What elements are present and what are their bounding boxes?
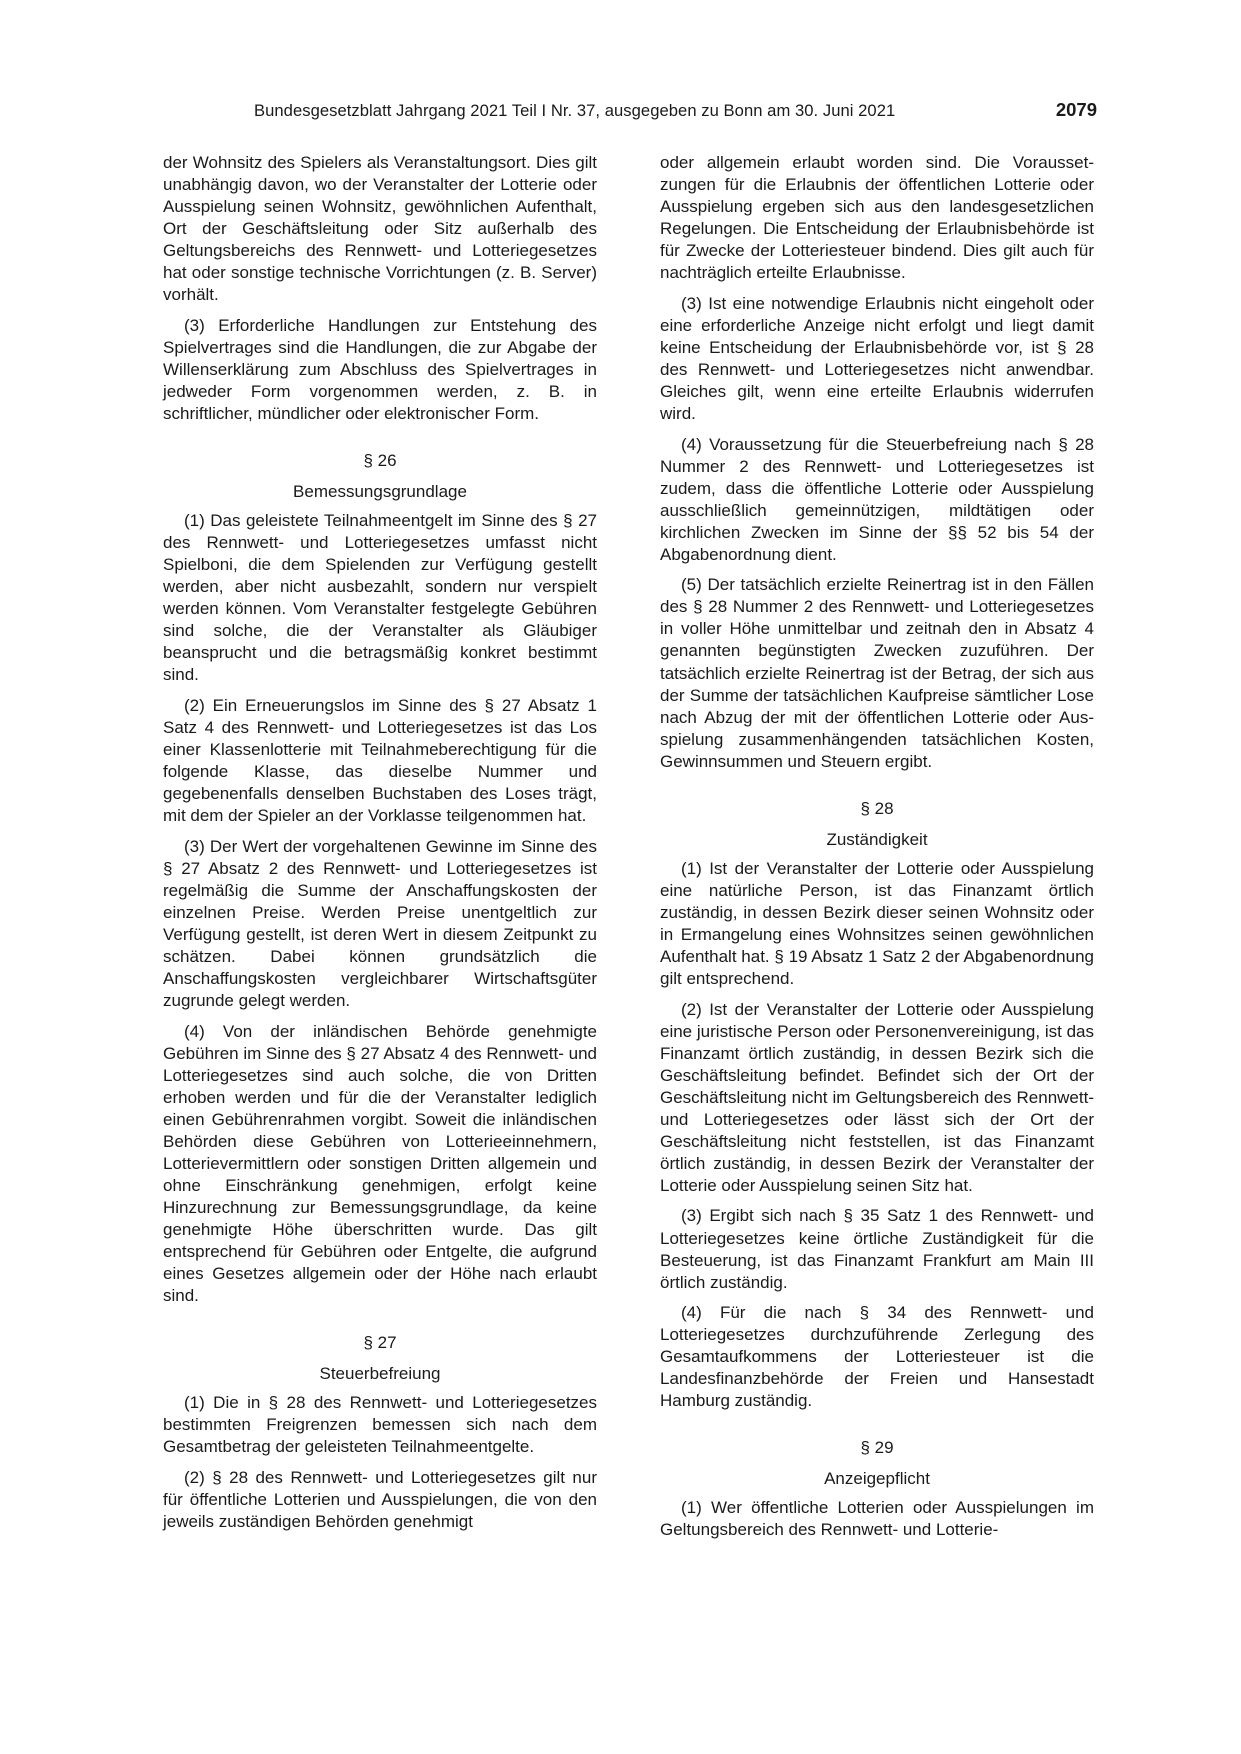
section-title: Zuständigkeit xyxy=(826,829,928,849)
page-number: 2079 xyxy=(1055,99,1097,120)
paragraph: (3) Ergibt sich nach § 35 Satz 1 des Rennwett- und Lotteriegesetzes keine örtliche Zuständigkeit für die Besteuerung, ist das Finanzamt Frankfurt am Main III örtlich zuständig. xyxy=(660,1206,1094,1292)
left-column xyxy=(163,152,597,1541)
continued-paragraph: oder allgemein erlaubt worden sind. Die Voraussetzungen für die Erlaubnis der öffentlichen Lotterie oder Ausspielung ergeben sich aus den landesgesetzlichen Regelungen. Die Entscheidung der Erlaubnisbehörde ist für Zwecke der Lotteriesteuer bindend. Dies gilt auch für nachträglich erteilte Erlaubnisse. xyxy=(660,153,1094,283)
paragraph: (1) Ist der Veranstalter der Lotterie oder Ausspielung eine natürliche Person, ist das Finanzamt örtlich zuständig, in dessen Bezirk dieser seinen Wohnsitz oder in Ermangelung eines Wohnsitzes seinen gewöhnlichen Aufenthalt hat. § 19 Absatz 1 Satz 2 der Abgabenordnung gilt entsprechend. xyxy=(660,858,1094,988)
paragraph: (2) Ist der Veranstalter der Lotterie oder Ausspielung eine juristische Person oder Personenvereinigung, ist das Finanzamt örtlich zuständig, in dessen Bezirk sich die Geschäftsleitung befindet. Befindet sich der Ort der Geschäftsleitung nicht im Geltungsbereich des Rennwett- und Lotteriegesetzes oder lässt sich der Ort der Geschäftsleitung nicht feststellen, ist das Finanzamt örtlich zuständig, in dessen Bezirk der Veranstalter der Lotterie oder Ausspielung seinen Sitz hat. xyxy=(660,999,1094,1195)
paragraph: (5) Der tatsächlich erzielte Reinertrag ist in den Fällen des § 28 Nummer 2 des Rennwett- und Lotteriegesetzes in voller Höhe unmittelbar und zeitnah den in Absatz 4 genannten begünstigten Zwecken zuzuführen. Der tatsächlich erzielte Reinertrag ist der Betrag, der sich aus der Summe der tatsächlichen Kaufpreise sämtlicher Lose nach Abzug der mit der öffentlichen Lotterie oder Ausspielung zusammenhängenden tatsächlichen Kosten, Gewinnsummen und Steuern ergibt. xyxy=(660,575,1094,771)
running-title: Bundesgesetzblatt Jahrgang 2021 Teil I Nr. 37, ausgegeben zu Bonn am 30. Juni 2021 xyxy=(254,101,896,120)
paragraph: (2) § 28 des Rennwett- und Lotteriegesetzes gilt nur für öffentliche Lotterien und Ausspielungen, die von den jeweils zuständigen Behörden genehmigt xyxy=(163,1467,597,1531)
section-title: Bemessungsgrundlage xyxy=(293,482,467,502)
paragraph: (1) Das geleistete Teilnahmeentgelt im Sinne des § 27 des Rennwett- und Lotteriegesetzes umfasst nicht Spielboni, die dem Spielenden zur Verfügung gestellt werden, aber nicht ausbezahlt, sondern nur verspielt werden können. Vom Veranstalter festgelegte Gebühren sind solche, die der Veranstalter als Gläubiger beansprucht und die betragsmäßig konkret bestimmt sind. xyxy=(163,511,597,685)
paragraph: (1) Die in § 28 des Rennwett- und Lotteriegesetzes bestimmten Freigrenzen bemessen sich nach dem Gesamtbetrag der geleisteten Teilnahmeentgelte. xyxy=(163,1393,597,1457)
section-title: Anzeigepflicht xyxy=(824,1469,930,1489)
page-header xyxy=(254,100,1097,126)
paragraph: (4) Für die nach § 34 des Rennwett- und Lotteriegesetzes durchzuführende Zerlegung des Gesamtaufkommens der Lotteriesteuer ist die Landesfinanzbehörde der Freien und Hansestadt Hamburg zuständig. xyxy=(660,1303,1094,1411)
section-title: Steuerbefreiung xyxy=(319,1364,441,1384)
paragraph: (3) Der Wert der vorgehaltenen Gewinne im Sinne des § 27 Absatz 2 des Rennwett- und Lotteriegesetzes ist regelmäßig die Summe der Anschaffungskosten der einzelnen Preise. Werden Preise unentgeltlich zur Verfügung gestellt, ist deren Wert in diesem Zeitpunkt zu schätzen. Dabei können grundsätzlich die Anschaffungskosten vergleichbarer Wirtschaftsgüter zugrunde gelegt werden. xyxy=(163,836,597,1011)
paragraph: (1) Wer öffentliche Lotterien oder Ausspielungen im Geltungsbereich des Rennwett- und Lotterie- xyxy=(660,1498,1094,1540)
paragraph: (2) Ein Erneuerungslos im Sinne des § 27 Absatz 1 Satz 4 des Rennwett- und Lotteriegesetzes ist das Los einer Klassenlotterie mit Teilnahmeberechtigung für die folgende Klasse, das dieselbe Nummer und gegebenenfalls denselben Buchstaben des Loses trägt, mit dem der Spieler an der Vorklasse teilgenommen hat. xyxy=(163,695,597,826)
section-number: § 27 xyxy=(363,1333,397,1353)
paragraph: (3) Erforderliche Handlungen zur Entstehung des Spielvertrages sind die Handlungen, die zur Abgabe der Willenserklärung zum Abschluss des Spielvertrages in jedweder Form vorgenommen werden, z. B. in schriftlicher, mündlicher oder elektronischer Form. xyxy=(163,315,597,424)
section-number: § 29 xyxy=(860,1438,894,1458)
paragraph: (3) Ist eine notwendige Erlaubnis nicht eingeholt oder eine erforderliche Anzeige nicht erfolgt und liegt damit keine Entscheidung der Erlaubnisbehörde vor, ist § 28 des Rennwett- und Lotteriegesetzes nicht anwendbar. Gleiches gilt, wenn eine erteilte Erlaubnis widerrufen wird. xyxy=(660,293,1094,424)
section-number: § 28 xyxy=(860,798,894,818)
continued-paragraph: der Wohnsitz des Spielers als Veranstaltungsort. Dies gilt unabhängig davon, wo der Veranstalter der Lotterie oder Ausspielung seinen Wohnsitz, gewöhnlichen Aufenthalt, Ort der Geschäftsleitung oder Sitz außerhalb des Geltungsbereichs des Rennwett- und Lotteriegesetzes hat oder sonstige technische Vorrichtungen (z. B. Server) vorhält. xyxy=(163,153,597,305)
section-number: § 26 xyxy=(363,451,397,471)
right-column xyxy=(660,152,1094,1550)
paragraph: (4) Von der inländischen Behörde genehmigte Gebühren im Sinne des § 27 Absatz 4 des Rennwett- und Lotteriegesetzes sind auch solche, die von Dritten erhoben werden und für die der Veranstalter lediglich einen Gebührenrahmen vorgibt. Soweit die inländischen Behörden diese Gebühren von Lotterieeinnehmern, Lotterievermittlern oder sonstigen Dritten allgemein und ohne Einschränkung genehmigen, erfolgt keine Hinzurechnung zur Bemessungsgrundlage, da keine genehmigte Höhe überschritten wurde. Das gilt entsprechend für Gebühren oder Entgelte, die aufgrund eines Gesetzes allgemein oder der Höhe nach erlaubt sind. xyxy=(163,1021,597,1306)
paragraph: (4) Voraussetzung für die Steuerbefreiung nach § 28 Nummer 2 des Rennwett- und Lotteriegesetzes ist zudem, dass die öffentliche Lotterie oder Ausspielung ausschließlich gemeinnützigen, mildtätigen oder kirchlichen Zwecken im Sinne der §§ 52 bis 54 der Abgabenordnung dient. xyxy=(660,434,1094,564)
